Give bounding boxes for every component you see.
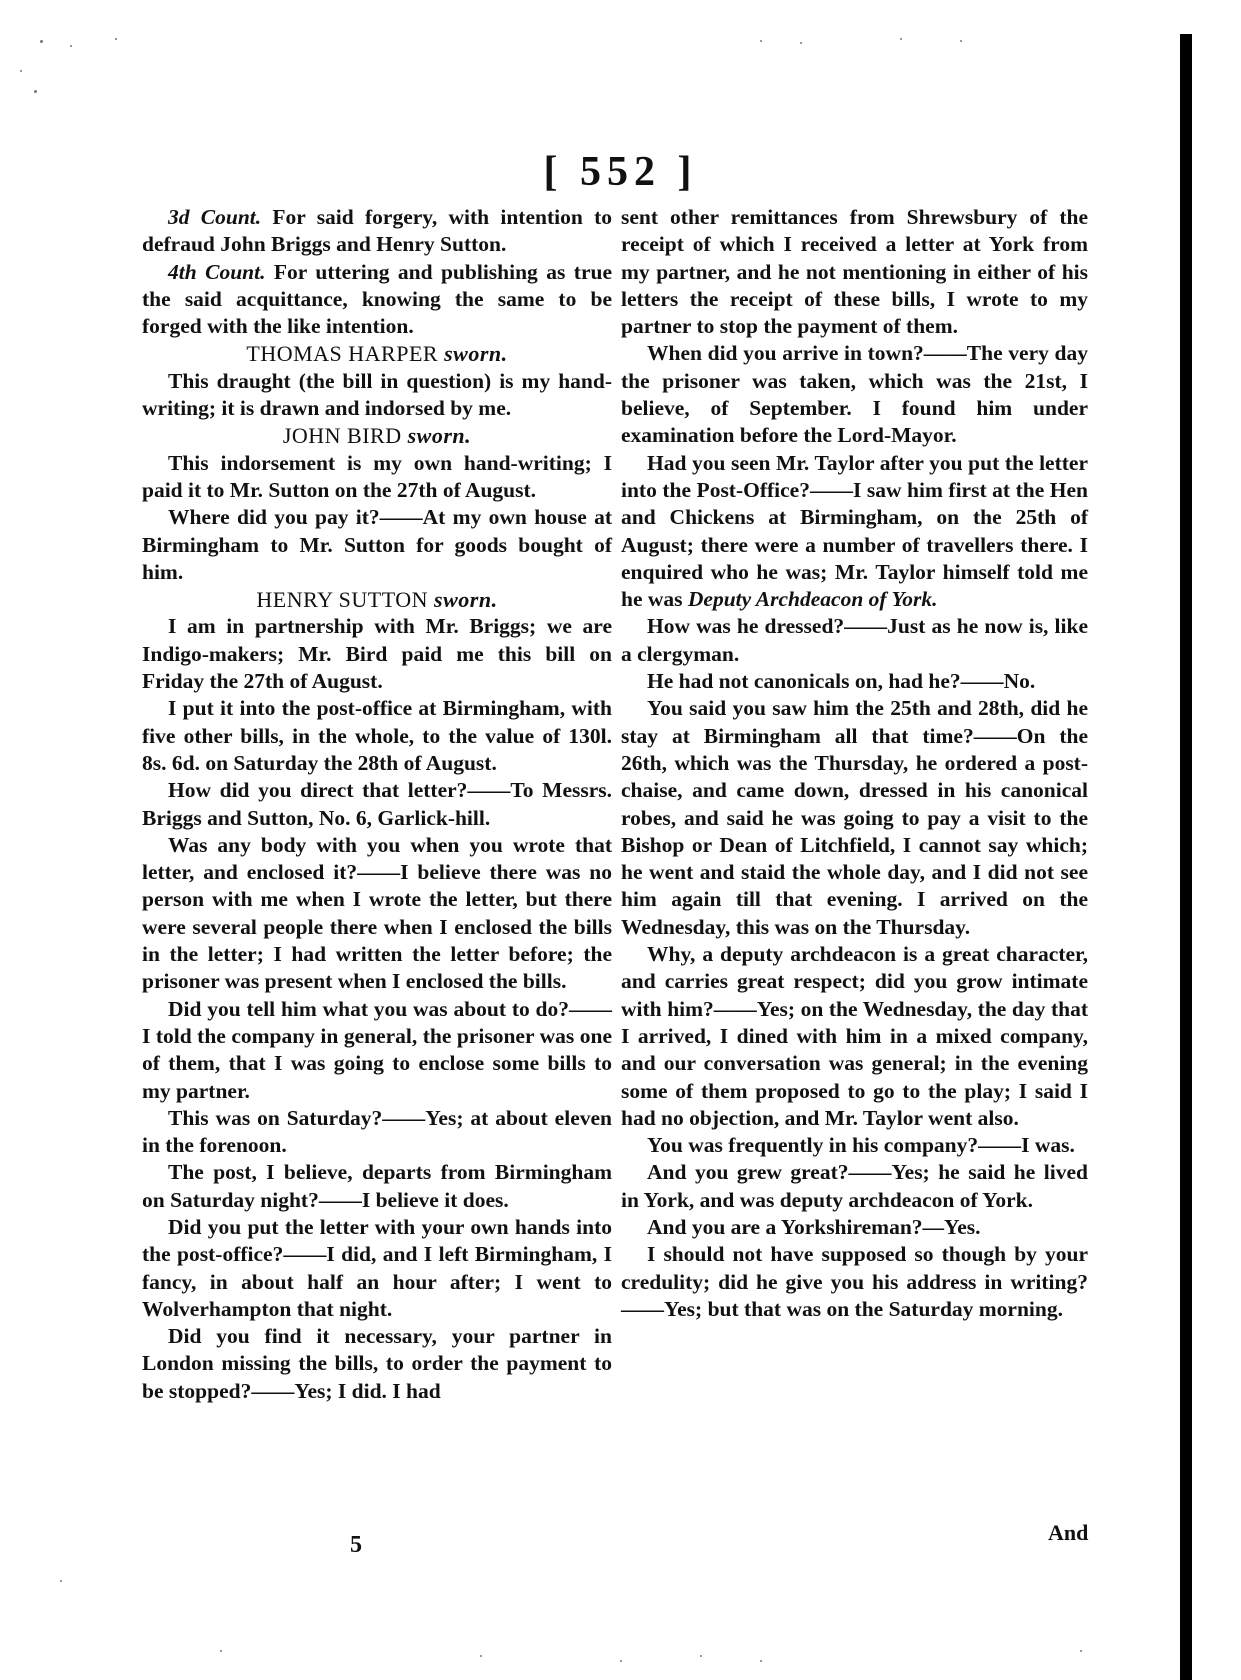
witness-heading [142,586,612,613]
paragraph-text: For uttering and publishing as true the said acquittance, knowing the same to be forged with the like intention. [142,259,612,339]
scan-speck [34,90,37,93]
scan-speck [700,1655,702,1657]
paragraph [142,1214,612,1323]
paragraph-text: This indorsement is my own hand-writing; I paid it to Mr. Sutton on the 27th of August. [142,450,612,502]
scan-speck [760,1660,762,1662]
paragraph [142,613,612,695]
paragraph [142,996,612,1105]
paragraph-text: Did you tell him what you was about to do?——I told the company in general, the prisoner was one of them, that I was going to enclose some bills to my partner. [142,996,612,1103]
scan-speck [70,45,72,47]
witness-name: JOHN BIRD [282,423,408,449]
paragraph [621,613,1088,668]
witness-name: THOMAS HARPER [246,341,445,367]
continued-paragraph [621,204,1088,340]
scan-speck [900,38,902,40]
signature-mark: 5 [350,1532,362,1558]
witness-heading [142,340,612,367]
scan-speck [620,1660,622,1662]
count-label: 4th Count. [168,259,266,284]
scan-speck [60,1580,62,1582]
paragraph [621,1241,1088,1323]
page-edge-shadow [1180,34,1192,1680]
paragraph-text: And you are a Yorkshireman?—Yes. [647,1214,981,1239]
paragraph [621,450,1088,614]
paragraph [142,1105,612,1160]
scan-speck [220,1650,222,1652]
paragraph-text: I should not have supposed so though by your credulity; did he give you his address in writing?——Yes; but that was on the Saturday morning. [621,1242,1088,1321]
paragraph [621,695,1088,941]
paragraph [621,1214,1088,1241]
paragraph [142,504,612,586]
scan-speck [800,42,802,44]
left-column [142,204,612,1405]
paragraph-text: Did you find it necessary, your partner in London missing the bills, to order the payment to be stopped?——Yes; I did. I had [142,1324,612,1403]
paragraph-text: For said forgery, with intention to defraud John Briggs and Henry Sutton. [142,205,612,257]
italic-phrase: Deputy Archdeacon of York. [687,587,938,612]
paragraph [142,695,612,777]
paragraph-text: The post, I believe, departs from Birmingham on Saturday night?——I believe it does. [142,1160,612,1212]
page-number: [ 552 ] [543,149,698,195]
paragraph [142,832,612,996]
paragraph-text: This draught (the bill in question) is my hand-writing; it is drawn and indorsed by me. [142,368,612,421]
sworn-label: sworn. [407,423,472,449]
count-label: 3d Count. [168,205,262,229]
paragraph [621,941,1088,1132]
scan-speck [960,40,962,42]
paragraph [142,777,612,832]
scan-speck [480,1655,482,1657]
paragraph-text: This was on Saturday?——Yes; at about eleven in the forenoon. [142,1105,612,1158]
paragraph-text: I am in partnership with Mr. Briggs; we are Indigo-makers; Mr. Bird paid me this bill on Friday the 27th of August. [142,614,612,694]
sworn-label: sworn. [434,587,498,613]
scan-speck [20,70,22,72]
paragraph-text: Where did you pay it?——At my own house at Birmingham to Mr. Sutton for goods bought of him. [142,505,612,584]
paragraph-text: You was frequently in his company?——I was. [647,1133,1075,1158]
paragraph [142,1323,612,1405]
sworn-label: sworn. [444,341,508,367]
paragraph-text: How did you direct that letter?——To Messrs. Briggs and Sutton, No. 6, Garlick-hill. [142,778,612,830]
scan-speck [760,40,762,42]
paragraph [142,204,612,259]
paragraph [621,1132,1088,1159]
scan-speck [1080,1650,1082,1652]
catchword: And [1048,1520,1089,1545]
paragraph [142,1159,612,1214]
paragraph-text: How was he dressed?——Just as he now is, like a clergyman. [621,614,1088,666]
paragraph-text: Why, a deputy archdeacon is a great character, and carries great respect; did you grow intimate with him?——Yes; on the Wednesday, the day that I arrived, I dined with him in a mixed company, and our conversation was general; in the evening some of them proposed to go to the play; I said I had no objection, and Mr. Taylor went also. [621,942,1088,1130]
paragraph-text: When did you arrive in town?——The very day the prisoner was taken, which was the 21st, I believe, of September. I found him under examination before the Lord-Mayor. [621,341,1088,448]
paragraph [621,668,1088,695]
witness-heading [142,422,612,449]
paragraph-text: He had not canonicals on, had he?——No. [647,669,1036,694]
paragraph [142,368,612,423]
witness-name: HENRY SUTTON [256,587,435,613]
right-column [621,204,1088,1323]
paragraph [621,1159,1088,1214]
paragraph-text: Had you seen Mr. Taylor after you put the letter into the Post-Office?——I saw him first at the Hen and Chickens at Birmingham, on the 25th of August; there were a number of travellers there. I enquired who he was; Mr. Taylor himself told me he was [621,450,1088,612]
scan-speck [115,38,117,40]
paragraph-text: I put it into the post-office at Birmingham, with five other bills, in the whole, to the value of 130l. 8s. 6d. on Saturday the 28th of August. [142,696,612,775]
paragraph-text: Was any body with you when you wrote that letter, and enclosed it?——I believe there was no person with me when I wrote the letter, but there were several people there when I enclosed the bills in the letter; I had written the letter before; the prisoner was present when I enclosed the bills. [142,832,612,994]
paragraph-text: Did you put the letter with your own hands into the post-office?——I did, and I left Birmingham, I fancy, in about half an hour after; I went to Wolverhampton that night. [142,1214,612,1321]
paragraph [142,259,612,341]
paragraph-text: You said you saw him the 25th and 28th, did he stay at Birmingham all that time?——On the 26th, which was the Thursday, he ordered a post-chaise, and came down, dressed in his canonical robes, and said he was going to pay a visit to the Bishop or Dean of Litchfield, I cannot say which; he went and staid the whole day, and I did not see him again till that evening. I arrived on the Wednesday, this was on the Thursday. [621,696,1088,939]
paragraph-text: sent other remittances from Shrewsbury of the receipt of which I received a letter at York from my partner, and he not mentioning in either of his letters the receipt of these bills, I wrote to my partner to stop the payment of them. [621,205,1088,339]
paragraph-text: And you grew great?——Yes; he said he lived in York, and was deputy archdeacon of York. [621,1160,1088,1212]
scan-speck [40,40,43,43]
paragraph [621,340,1088,449]
paragraph [142,450,612,505]
